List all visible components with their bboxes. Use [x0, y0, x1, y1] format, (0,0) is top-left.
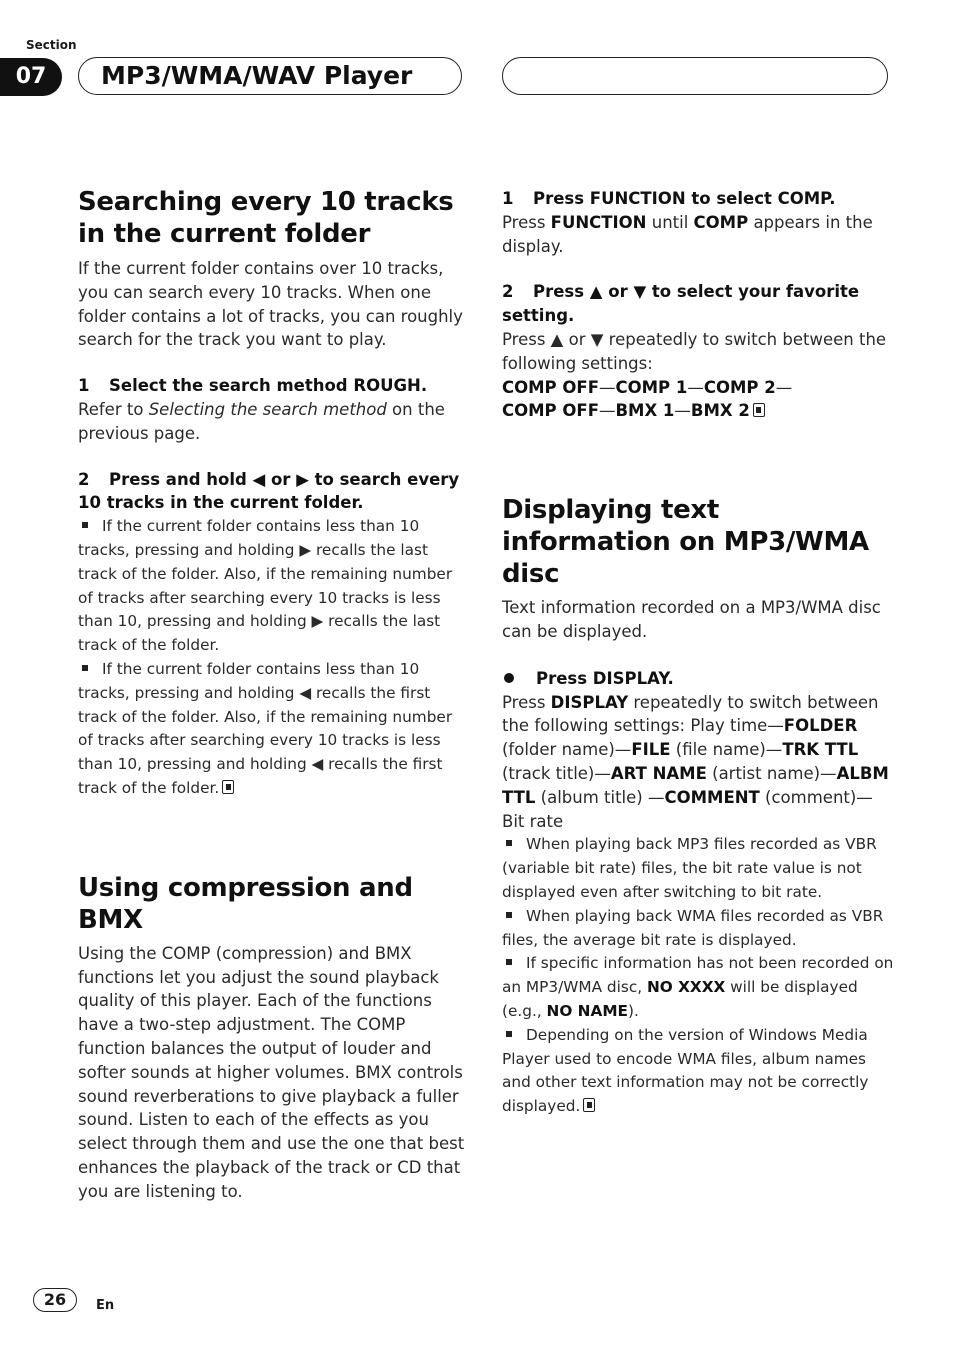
left-step-1-title: 1 Select the search method ROUGH. [78, 376, 428, 396]
heading-compression-bmx: Using compression and BMX [78, 872, 413, 935]
bullet-square-icon [82, 522, 88, 528]
text-info-intro: Text information recorded on a MP3/WMA disc can be displayed. [502, 598, 881, 641]
end-mark-icon [753, 403, 765, 417]
section-title-box [78, 57, 462, 95]
left-step-2-title: 2 Press and hold ◀ or ▶ to search every 10 tracks in the current folder. [78, 469, 460, 513]
language-label: En [96, 1298, 115, 1313]
right-note-4: Depending on the version of Windows Media Player used to encode WMA files, album names and other text information may not be correctly displayed. [502, 1025, 869, 1116]
right-note-1: When playing back MP3 files recorded as VBR (variable bit rate) files, the bit rate value is not displayed even after switching to bit rate. [502, 835, 877, 901]
bullet-square-icon [82, 665, 88, 671]
heading-search-every-10: Searching every 10 tracks in the current folder [78, 187, 454, 249]
end-mark-icon [583, 1098, 595, 1112]
page-number: 26 [33, 1288, 77, 1312]
heading-text-information: Displaying text information on MP3/WMA disc [502, 495, 869, 590]
search-intro: If the current folder contains over 10 tracks, you can search every 10 tracks. When one folder contains a lot of tracks, you can roughly search for the track you want to play. [78, 259, 463, 350]
bullet-square-icon [506, 840, 512, 846]
right-note-2: When playing back WMA files recorded as VBR files, the average bit rate is displayed. [502, 906, 884, 949]
bullet-square-icon [506, 959, 512, 965]
compression-body: Using the COMP (compression) and BMX functions let you adjust the sound playback quality of this player. Each of the functions have a two-step adjustment. The COMP function balances the output of louder and softer sounds at higher volumes. BMX controls sound reverberations to give playback a fuller sound. Listen to each of the effects as you select through them and use the one that best enhances the playback of the track or CD that you are listening to. [78, 943, 465, 1201]
right-column [502, 187, 894, 1119]
press-display-title: Press DISPLAY. [502, 667, 894, 691]
section-label: Section [26, 38, 77, 52]
comp-settings-line-1: COMP OFF—COMP 1—COMP 2— [502, 377, 793, 397]
bullet-square-icon [506, 912, 512, 918]
header-empty-box [502, 57, 888, 95]
left-column [78, 186, 468, 1204]
comp-settings-line-2: COMP OFF—BMX 1—BMX 2 [502, 399, 894, 423]
right-step-2-title: 2 Press ▲ or ▼ to select your favorite setting. [502, 282, 860, 326]
right-step-1-title: 1 Press FUNCTION to select COMP. [502, 189, 836, 208]
section-title: MP3/WMA/WAV Player [101, 61, 413, 90]
right-step-2-body: Press ▲ or ▼ repeatedly to switch between the following settings: [502, 329, 887, 373]
left-note-2: If the current folder contains less than 10 tracks, pressing and holding ◀ recalls the first track of the folder. Also, if the remaining number of tracks after searching every 10 tracks is less than 10, pressing and holding ◀ recalls the first track of the folder. [78, 659, 453, 797]
left-step-1-body: Refer to Selecting the search method on the previous page. [78, 399, 445, 443]
right-step-1-body: Press FUNCTION until COMP appears in the display. [502, 212, 873, 256]
press-display-body: Press DISPLAY repeatedly to switch between the following settings: Play time—FOLDER (folder name)—FILE (file name)—TRK TTL (track title)—ART NAME (artist name)—ALBM TTL (album title) —COMMENT (comment)—Bit rate [502, 692, 889, 831]
bullet-dot-icon [504, 673, 514, 683]
section-number-badge: 07 [0, 58, 62, 96]
right-note-3: If specific information has not been recorded on an MP3/WMA disc, NO XXXX will be displayed (e.g., NO NAME). [502, 954, 894, 1020]
left-note-1: If the current folder contains less than 10 tracks, pressing and holding ▶ recalls the last track of the folder. Also, if the remaining number of tracks after searching every 10 tracks is less than 10, pressing and holding ▶ recalls the last track of the folder. [78, 517, 453, 655]
end-mark-icon [222, 780, 234, 794]
bullet-square-icon [506, 1031, 512, 1037]
